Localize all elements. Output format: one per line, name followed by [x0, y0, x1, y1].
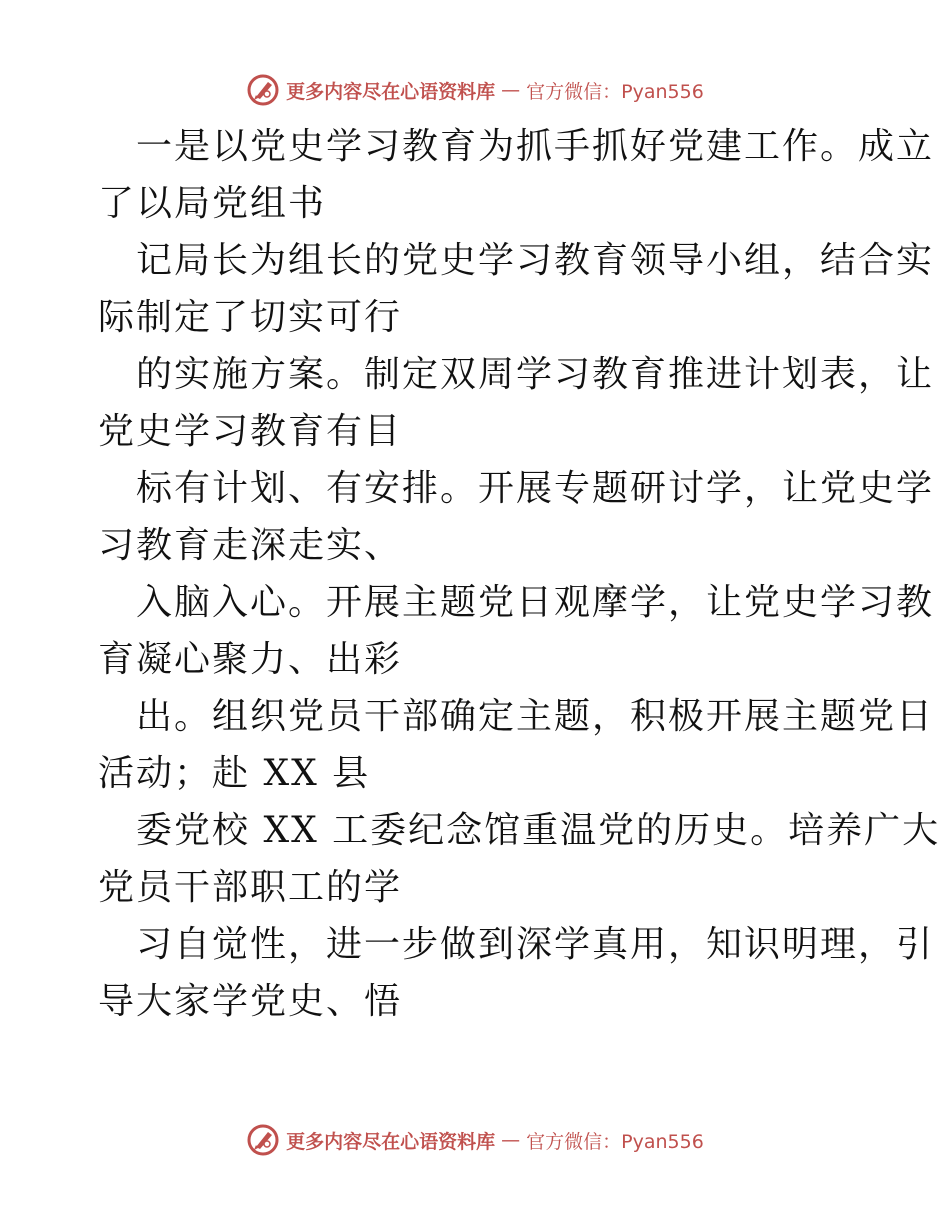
footer-brand-text: 更多内容尽在心语资料库 [286, 1130, 496, 1153]
text-line: 际制定了切实可行 [98, 297, 403, 338]
text-line: 的实施方案。制定双周学习教育推进计划表，让 [136, 354, 935, 395]
text-line: 习自觉性，进一步做到深学真用，知识明理，引 [136, 924, 935, 965]
footer-watermark [0, 1120, 950, 1160]
footer-separator: — [501, 1129, 521, 1151]
brush-logo-icon [246, 73, 280, 107]
text-line: 党史学习教育有目 [98, 411, 403, 452]
text-line: 记局长为组长的党史学习教育领导小组，结合实 [136, 240, 935, 281]
header-watermark [0, 70, 950, 110]
header-brand-text: 更多内容尽在心语资料库 [286, 80, 496, 103]
text-line: 习教育走深走实、 [98, 525, 403, 566]
brush-logo-icon [246, 1123, 280, 1157]
body-text [98, 118, 941, 1030]
text-line: 导大家学党史、悟 [98, 981, 403, 1022]
text-line: 一是以党史学习教育为抓手抓好党建工作。成立 [136, 126, 935, 167]
text-line: 出。组织党员干部确定主题，积极开展主题党日 [136, 696, 935, 737]
text-line: 入脑入心。开展主题党日观摩学，让党史学习教 [136, 582, 935, 623]
text-line: 委党校 XX 工委纪念馆重温党的历史。培养广大 [136, 810, 941, 851]
footer-contact-text: 官方微信：Pyan556 [526, 1130, 704, 1153]
text-line: 党员干部职工的学 [98, 867, 403, 908]
text-line: 标有计划、有安排。开展专题研讨学，让党史学 [136, 468, 935, 509]
header-separator: — [501, 79, 521, 101]
text-line: 育凝心聚力、出彩 [98, 639, 403, 680]
header-contact-text: 官方微信：Pyan556 [526, 80, 704, 103]
text-line: 了以局党组书 [98, 183, 327, 224]
text-line: 活动；赴 XX 县 [98, 753, 371, 794]
